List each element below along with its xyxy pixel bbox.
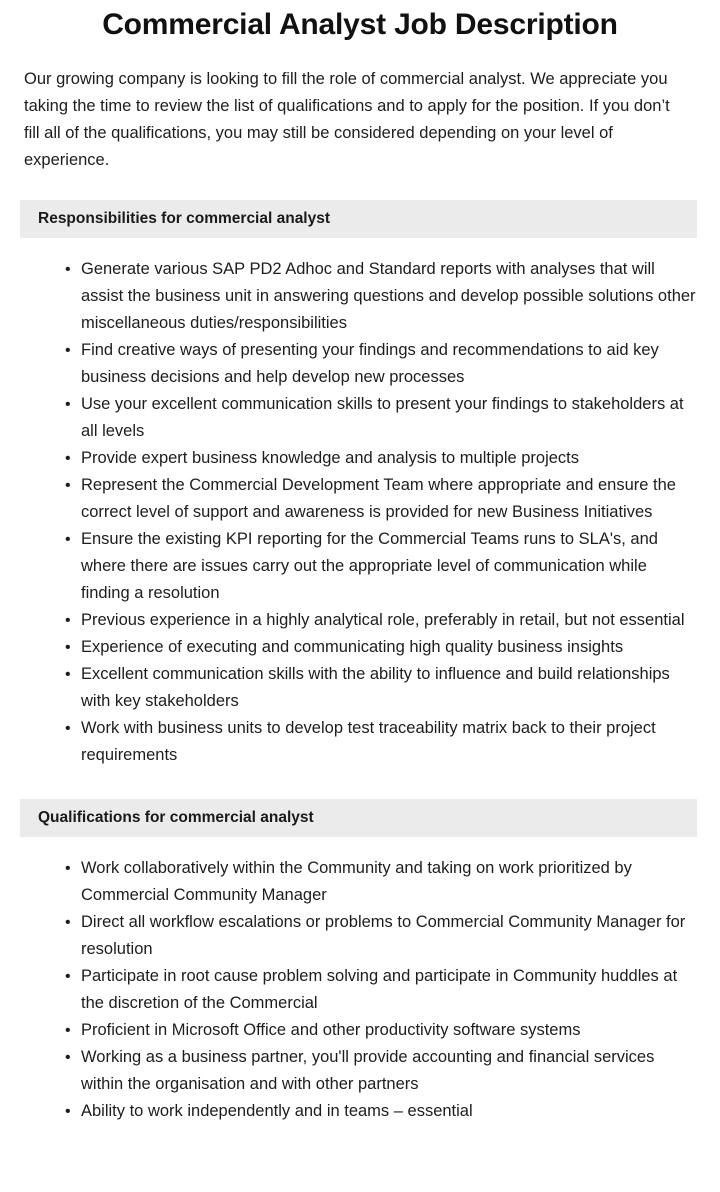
section-qualifications xyxy=(22,799,698,1125)
list-item: • Working as a business partner, you'll provide accounting and financial services within the organisation and with other partners xyxy=(44,1044,698,1098)
list-item: • Direct all workflow escalations or problems to Commercial Community Manager for resolution xyxy=(44,909,698,963)
section-heading-label: Qualifications for commercial analyst xyxy=(38,809,314,827)
list-item: • Provide expert business knowledge and analysis to multiple projects xyxy=(44,445,698,472)
list-item: • Ability to work independently and in teams – essential xyxy=(44,1098,698,1125)
list-item: • Excellent communication skills with the ability to influence and build relationships with key stakeholders xyxy=(44,661,698,715)
list-item: • Work with business units to develop test traceability matrix back to their project requirements xyxy=(44,715,698,769)
list-item: • Ensure the existing KPI reporting for the Commercial Teams runs to SLA's, and where there are issues carry out the appropriate level of communication while finding a resolution xyxy=(44,526,698,607)
section-header-qualifications xyxy=(20,799,697,837)
intro-paragraph: Our growing company is looking to fill the role of commercial analyst. We appreciate you taking the time to review the list of qualifications and to apply for the position. If you don’t fill all of the qualifications, you may still be considered depending on your level of experience. xyxy=(24,70,670,169)
list-item: • Represent the Commercial Development Team where appropriate and ensure the correct level of support and awareness is provided for new Business Initiatives xyxy=(44,472,698,526)
section-heading-label: Responsibilities for commercial analyst xyxy=(38,210,331,228)
list-item: • Use your excellent communication skills to present your findings to stakeholders at all levels xyxy=(44,391,698,445)
list-item: • Find creative ways of presenting your findings and recommendations to aid key business decisions and help develop new processes xyxy=(44,337,698,391)
page-title: Commercial Analyst Job Description xyxy=(102,8,618,41)
list-item: • Participate in root cause problem solving and participate in Community huddles at the discretion of the Commercial xyxy=(44,963,698,1017)
section-header-responsibilities xyxy=(20,200,697,238)
list-item: • Work collaboratively within the Community and taking on work prioritized by Commercial Community Manager xyxy=(44,855,698,909)
list-item: • Experience of executing and communicating high quality business insights xyxy=(44,634,698,661)
list-item: • Previous experience in a highly analytical role, preferably in retail, but not essential xyxy=(44,607,698,634)
list-item: • Proficient in Microsoft Office and other productivity software systems xyxy=(44,1017,698,1044)
section-responsibilities xyxy=(22,200,698,769)
qualifications-list xyxy=(22,855,698,1125)
responsibilities-list xyxy=(22,256,698,769)
list-item: • Generate various SAP PD2 Adhoc and Standard reports with analyses that will assist the business unit in answering questions and develop possible solutions other miscellaneous duties/responsibilities xyxy=(44,256,698,337)
